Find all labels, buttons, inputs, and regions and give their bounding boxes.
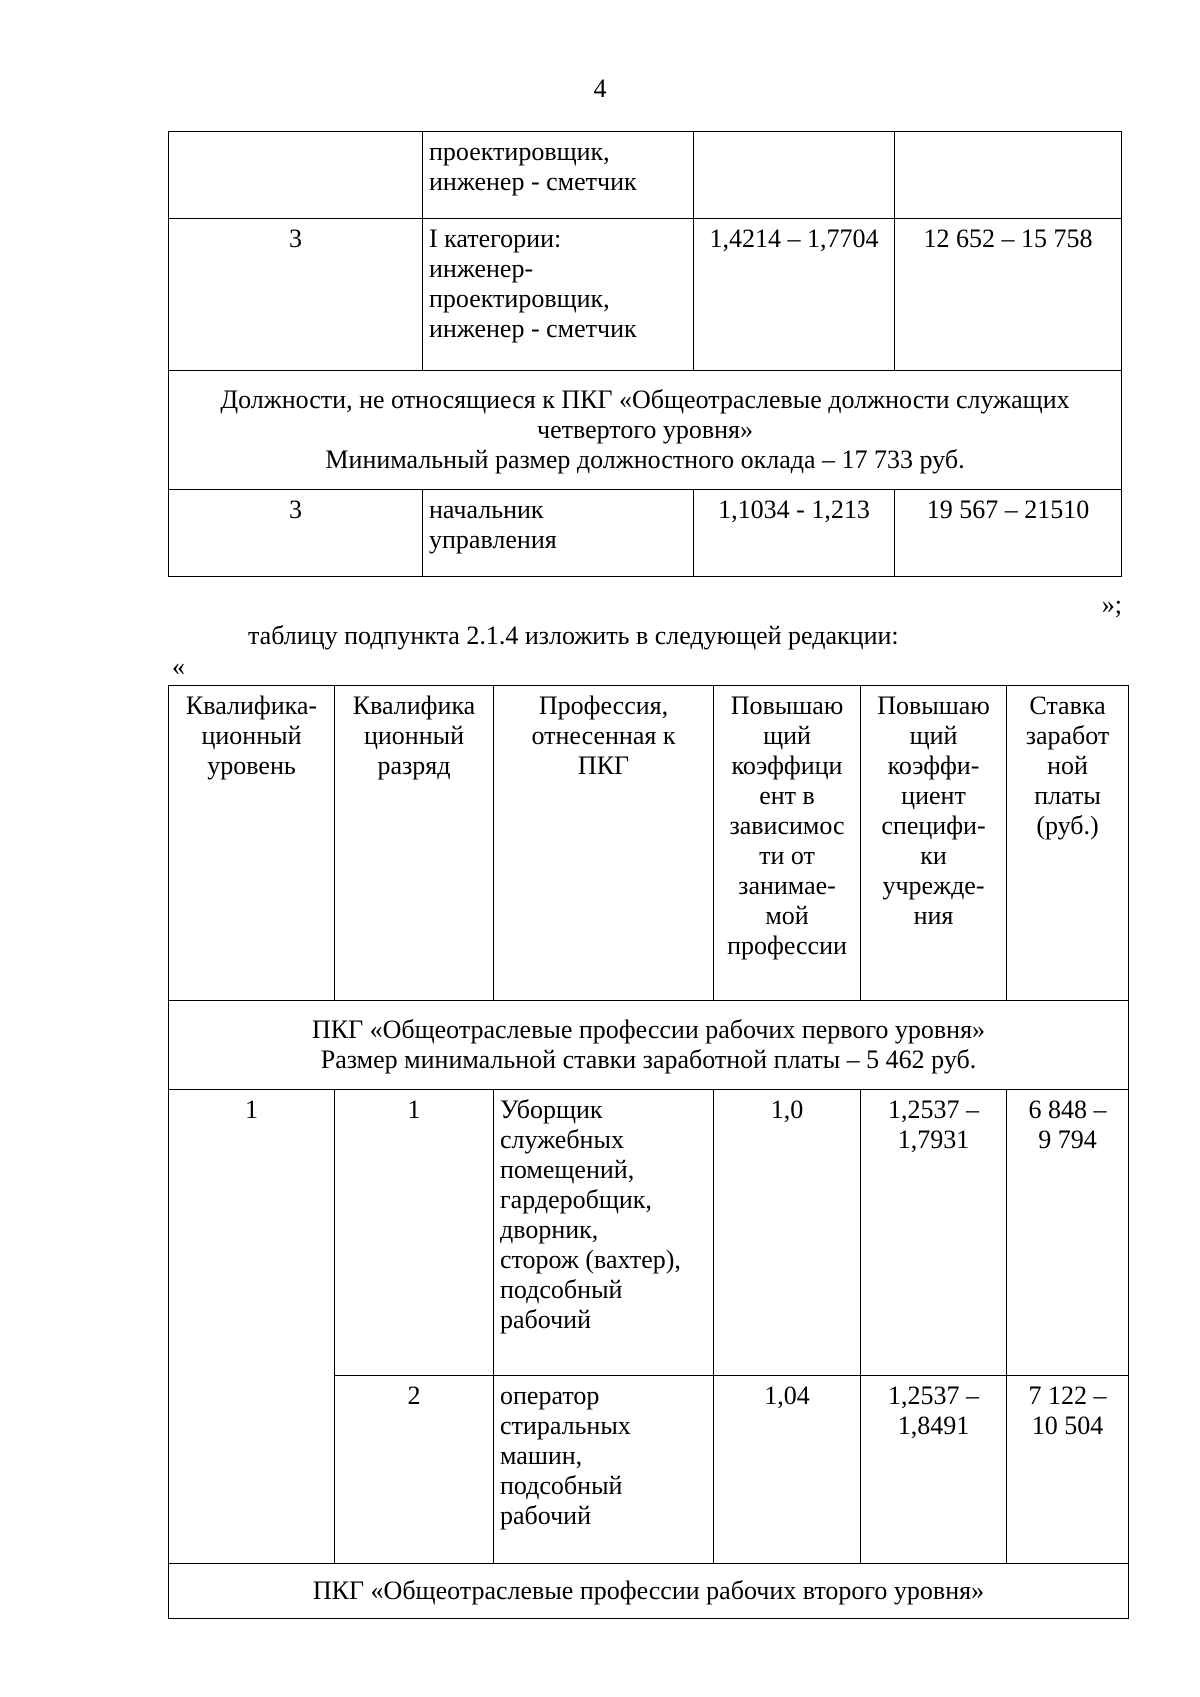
workers-salary-table [168,685,1129,1619]
salary-cell: 19 567 – 21510 [895,490,1122,577]
position-cell: I категории: инженер- проектировщик, инженер - сметчик [423,219,694,371]
profession-cell: Уборщик служебных помещений, гардеробщик, дворник, сторож (вахтер), подсобный рабочий [494,1090,714,1376]
salary-rate-cell: 6 848 – 9 794 [1007,1090,1129,1376]
header-profession-coefficient: Повышаю щий коэффици ент в зависимос ти от занимае- мой профессии [714,686,861,1001]
level-cell: 1 [169,1090,335,1564]
profession-coefficient-cell: 1,04 [714,1376,861,1564]
grade-cell: 2 [335,1376,494,1564]
salary-cell: 12 652 – 15 758 [895,219,1122,371]
page-number: 4 [593,74,607,103]
header-row [169,686,1129,1001]
level-cell [169,132,423,219]
coefficient-cell: 1,4214 – 1,7704 [694,219,895,371]
header-qualification-grade: Квалифика ционный разряд [335,686,494,1001]
instruction-text: таблицу подпункта 2.1.4 изложить в следующей редакции: [248,621,899,650]
position-cell: начальник управления [423,490,694,577]
group-header-row [169,1564,1129,1619]
group1-header: ПКГ «Общеотраслевые профессии рабочих первого уровня» Размер минимальной ставки заработной платы – 5 462 руб. [169,1001,1129,1090]
table-row [169,490,1122,577]
header-profession: Профессия, отнесенная к ПКГ [494,686,714,1001]
opening-quote: « [172,652,185,681]
salary-cell [895,132,1122,219]
level-cell: 3 [169,490,423,577]
group-header-row [169,1001,1129,1090]
grade-cell: 1 [335,1090,494,1376]
header-qualification-level: Квалифика- ционный уровень [169,686,335,1001]
closing-quote: »; [1101,590,1122,619]
profession-coefficient-cell: 1,0 [714,1090,861,1376]
salary-table-continued [168,131,1122,577]
table-row [169,219,1122,371]
position-cell: проектировщик, инженер - сметчик [423,132,694,219]
salary-rate-cell: 7 122 – 10 504 [1007,1376,1129,1564]
institution-coefficient-cell: 1,2537 – 1,7931 [861,1090,1007,1376]
header-institution-coefficient: Повышаю щий коэффи- циент специфи- ки учрежде- ния [861,686,1007,1001]
section-header: Должности, не относящиеся к ПКГ «Общеотраслевые должности служащих четвертого уровня» Минимальный размер должностного оклада – 17 733 руб. [169,371,1122,490]
profession-cell: оператор стиральных машин, подсобный рабочий [494,1376,714,1564]
table-row [169,132,1122,219]
header-salary-rate: Ставка заработ ной платы (руб.) [1007,686,1129,1001]
group2-header: ПКГ «Общеотраслевые профессии рабочих второго уровня» [169,1564,1129,1619]
table-row [169,1090,1129,1376]
level-cell: 3 [169,219,423,371]
institution-coefficient-cell: 1,2537 – 1,8491 [861,1376,1007,1564]
section-header-row [169,371,1122,490]
coefficient-cell: 1,1034 - 1,213 [694,490,895,577]
coefficient-cell [694,132,895,219]
